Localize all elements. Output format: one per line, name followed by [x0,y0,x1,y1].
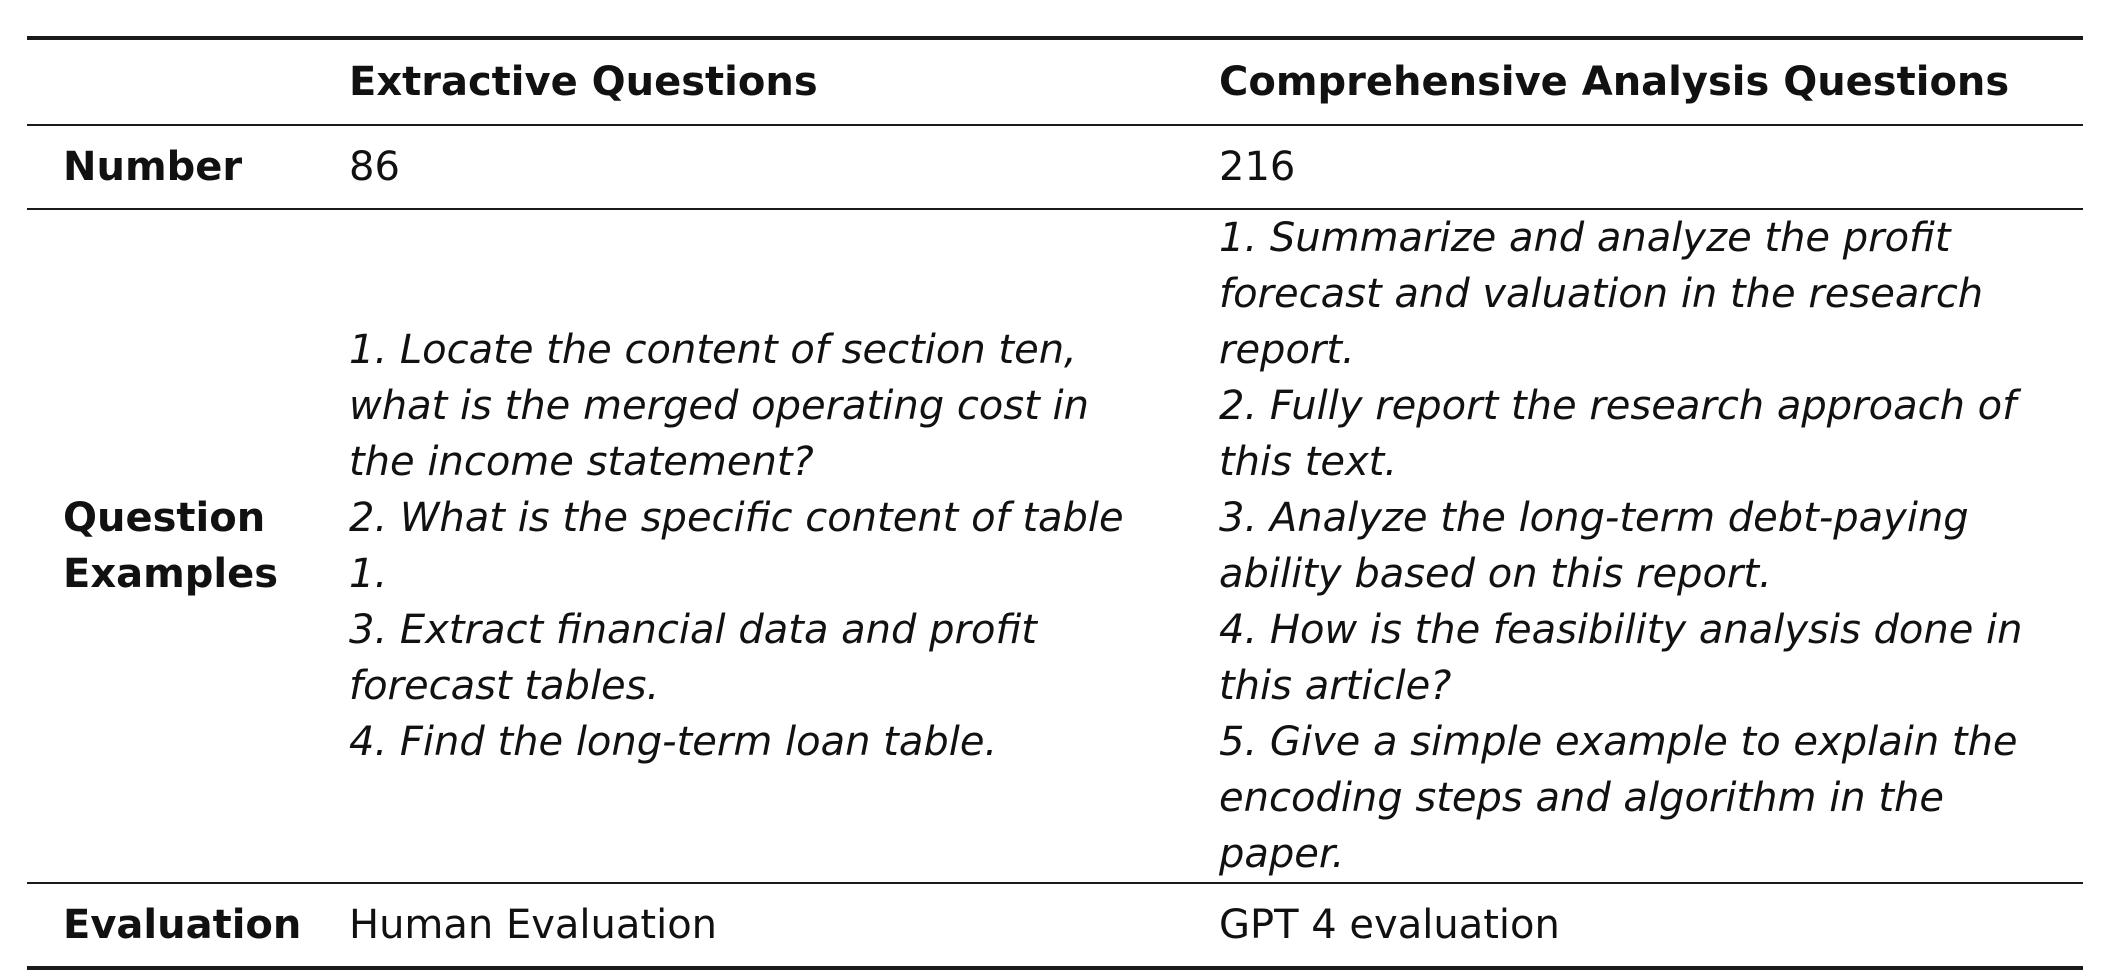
table-row-evaluation [27,883,2083,968]
comprehensive-example-item: 4. How is the feasibility analysis done in this article? [1219,607,2023,709]
row-label-evaluation: Evaluation [63,902,302,948]
extractive-example-item: 1. Locate the content of section ten, what is the merged operating cost in the income statement? [349,327,1089,485]
header-empty-cell [27,38,313,125]
comprehensive-example-item: 5. Give a simple example to explain the encoding steps and algorithm in the paper. [1219,719,2018,877]
header-extractive-questions: Extractive Questions [313,38,1193,125]
comprehensive-examples-cell [1193,209,2083,883]
comparison-table-container [27,36,2083,970]
table-header-row [27,38,2083,125]
evaluation-extractive-value: Human Evaluation [349,902,718,948]
row-label-question-examples: Question Examples [27,209,313,883]
table-row-question-examples [27,209,2083,883]
extractive-example-item: 3. Extract financial data and profit forecast tables. [349,607,1037,709]
number-extractive-value: 86 [313,125,1193,209]
extractive-example-item: 2. What is the specific content of table 1. [349,495,1124,597]
header-comprehensive-analysis-questions: Comprehensive Analysis Questions [1193,38,2083,125]
question-type-comparison-table [27,36,2083,970]
comprehensive-example-item: 3. Analyze the long-term debt-paying ability based on this report. [1219,495,1969,597]
row-label-number: Number [27,125,313,209]
table-row-number [27,125,2083,209]
comprehensive-example-item: 1. Summarize and analyze the profit forecast and valuation in the research report. [1219,215,1984,373]
extractive-examples-cell [313,209,1193,883]
extractive-example-item: 4. Find the long-term loan table. [349,719,998,765]
number-comprehensive-value: 216 [1193,125,2083,209]
comprehensive-example-item: 2. Fully report the research approach of this text. [1219,383,2017,485]
evaluation-comprehensive-value: GPT 4 evaluation [1219,902,1560,948]
